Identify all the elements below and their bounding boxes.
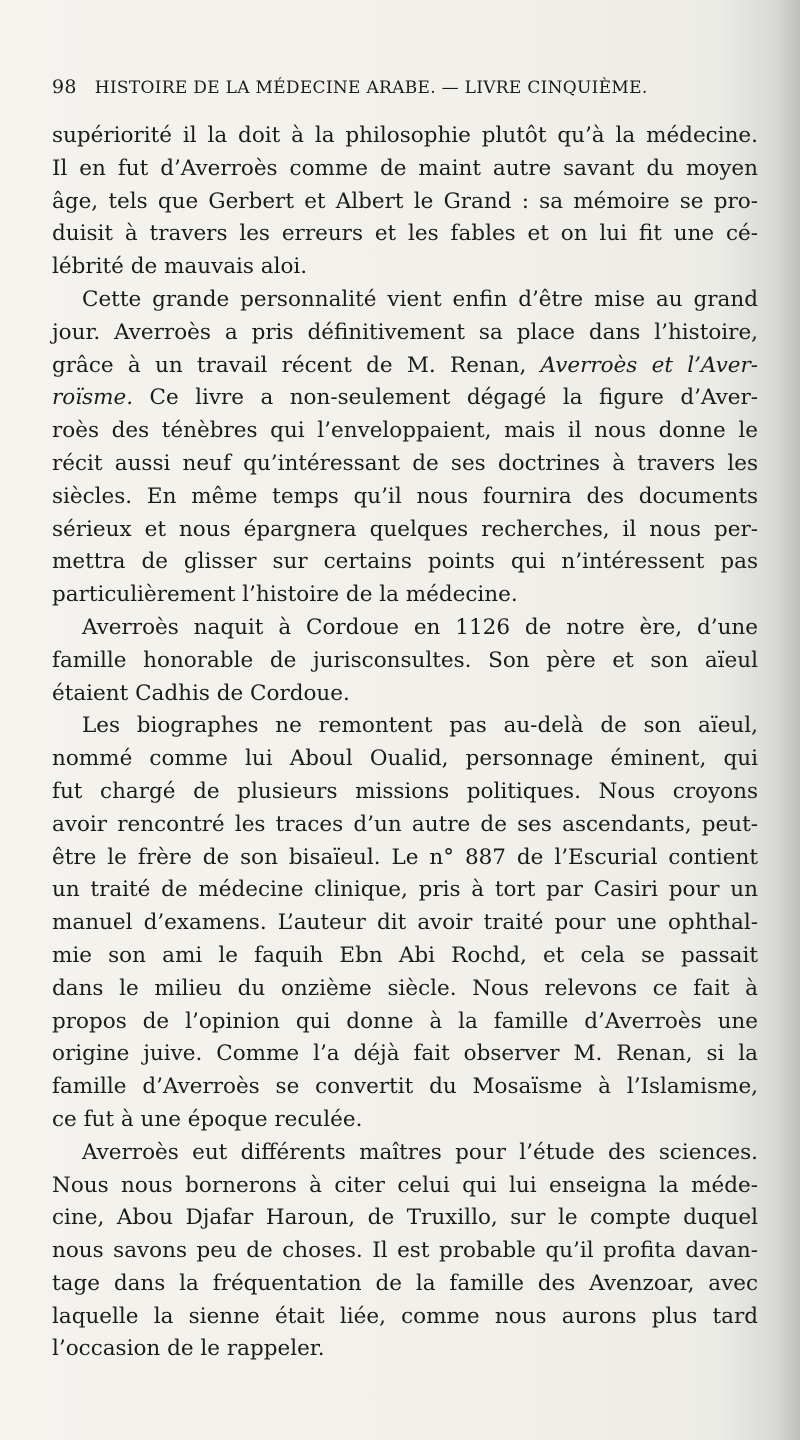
text-line: famille honorable de jurisconsultes. Son père et son aïeul [52,647,758,673]
page-number: 98 [52,76,77,98]
text-line: manuel d’examens. L’auteur dit avoir traité pour une ophthal- [52,910,758,936]
text-line: ce fut à une époque reculée. [52,1106,363,1132]
text-segment: grâce à un travail récent de M. Renan, [52,352,541,378]
text-line: avoir rencontré les traces d’un autre de ses ascendants, peut- [52,811,758,837]
text-line: Il en fut d’Averroès comme de maint autre savant du moyen [52,155,758,181]
text-line: famille d’Averroès se convertit du Mosaïsme à l’Islamisme, [52,1074,758,1100]
text-line: duisit à travers les erreurs et les fables et on lui fit une cé- [52,221,758,247]
text-line: nous savons peu de choses. Il est probable qu’il profita davan- [52,1238,758,1264]
text-line: cine, Abou Djafar Haroun, de Truxillo, sur le compte duquel [52,1205,758,1231]
running-header [52,76,742,98]
text-line: particulièrement l’histoire de la médecine. [52,582,518,608]
text-line: récit aussi neuf qu’intéressant de ses doctrines à travers les [52,450,758,476]
text-line: lébrité de mauvais aloi. [52,254,308,280]
text-line: âge, tels que Gerbert et Albert le Grand : sa mémoire se pro- [52,188,758,214]
text-line: dans le milieu du onzième siècle. Nous relevons ce fait à [52,975,758,1001]
text-line: siècles. En même temps qu’il nous fournira des documents [52,483,758,509]
text-line: sérieux et nous épargnera quelques recherches, il nous per- [52,516,758,542]
text-line: propos de l’opinion qui donne à la famille d’Averroès une [52,1008,758,1034]
text-line: Cette grande personnalité vient enfin d’être mise au grand [82,286,758,312]
text-line [52,350,758,383]
text-segment: Ce livre a non-seulement dégagé la figure d’Aver- [133,385,758,411]
text-line: fut chargé de plusieurs missions politiques. Nous croyons [52,778,758,804]
text-line: être le frère de son bisaïeul. Le n° 887 de l’Escurial contient [52,844,758,870]
text-line: nommé comme lui Aboul Oualid, personnage éminent, qui [52,746,758,772]
page-body [52,120,758,1366]
text-line: laquelle la sienne était liée, comme nous aurons plus tard [52,1303,758,1329]
text-line: étaient Cadhis de Cordoue. [52,680,350,706]
running-title: HISTOIRE DE LA MÉDECINE ARABE. — LIVRE CINQUIÈME. [94,78,648,98]
text-line [52,382,758,415]
text-line: mie son ami le faquih Ebn Abi Rochd, et cela se passait [52,942,758,968]
text-line: mettra de glisser sur certains points qui n’intéressent pas [52,549,758,575]
text-line: jour. Averroès a pris définitivement sa place dans l’histoire, [52,319,758,345]
text-line: Les biographes ne remontent pas au-delà de son aïeul, [82,713,758,739]
text-line: Averroès naquit à Cordoue en 1126 de notre ère, d’une [82,614,758,640]
book-title: Averroès et l’Aver- [540,352,758,378]
book-title-cont: roïsme. [52,385,134,411]
text-line: Averroès eut différents maîtres pour l’étude des sciences. [82,1139,758,1165]
text-line: supériorité il la doit à la philosophie plutôt qu’à la médecine. [52,123,758,148]
text-line: roès des ténèbres qui l’enveloppaient, mais il nous donne le [52,418,758,444]
text-line: Nous nous bornerons à citer celui qui lui enseigna la méde- [52,1172,758,1198]
text-line: un traité de médecine clinique, pris à tort par Casiri pour un [52,877,758,903]
text-line: origine juive. Comme l’a déjà fait observer M. Renan, si la [52,1041,758,1067]
text-line: l’occasion de le rappeler. [52,1336,325,1362]
text-line: tage dans la fréquentation de la famille des Avenzoar, avec [52,1270,758,1296]
